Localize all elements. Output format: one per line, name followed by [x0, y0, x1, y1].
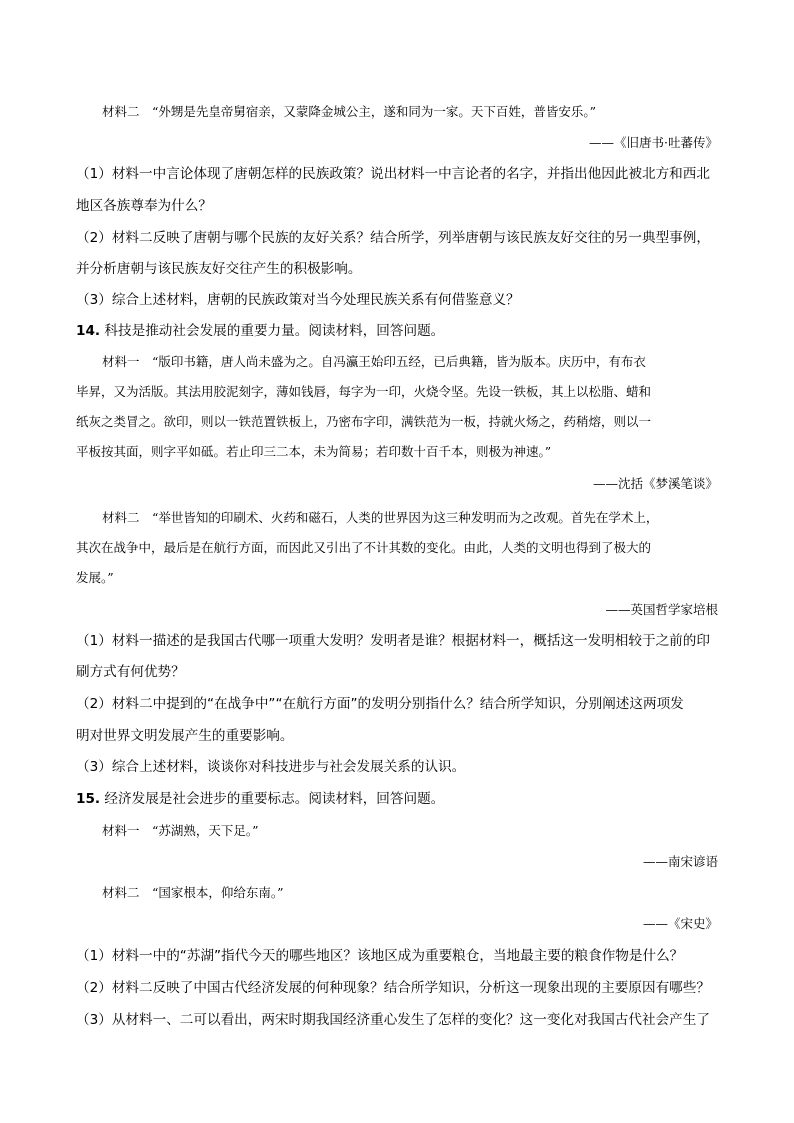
q14-material-two-source: ——英国哲学家培根	[605, 602, 718, 617]
q14-material-one-line-4: 平板按其面，则字平如砥。若止印三二本，未为简易；若印数十百千本，则极为神速。”	[76, 444, 552, 459]
q13-material-two: 材料二 “外甥是先皇帝舅宿亲，又蒙降金城公主，遂和同为一家。天下百姓，普皆安乐。”	[102, 104, 597, 119]
q14-material-one-line-2: 毕昇，又为活版。其法用胶泥刻字，薄如钱唇，每字为一印，火烧令坚。先设一铁板，其上以松脂、蜡和	[76, 384, 652, 399]
q14-subquestion-1-line-1: （1）材料一描述的是我国古代哪一项重大发明？发明者是谁？根据材料一，概括这一发明相较于之前的印	[76, 633, 710, 649]
q14-material-two-line-3: 发展。”	[76, 570, 114, 585]
q15-stem-text: 经济发展是社会进步的重要标志。阅读材料，回答问题。	[104, 791, 445, 807]
q13-subquestion-1-line-2: 地区各族尊奉为什么？	[76, 198, 212, 214]
q15-material-two-source: ——《宋史》	[642, 916, 718, 931]
q15-material-one: 材料一 “苏湖熟，天下足。”	[102, 823, 259, 838]
q15-subquestion-1: （1）材料一中的“苏湖”指代今天的哪些地区？该地区成为重要粮仓，当地最主要的粮食作物是什么？	[76, 948, 684, 964]
q14-subquestion-1-line-2: 刷方式有何优势？	[76, 664, 185, 680]
q13-subquestion-2-line-2: 并分析唐朝与该民族友好交往产生的积极影响。	[76, 261, 362, 277]
q13-material-two-source: ——《旧唐书·吐蕃传》	[589, 135, 718, 150]
q13-subquestion-1-line-1: （1）材料一中言论体现了唐朝怎样的民族政策？说出材料一中言论者的名字，并指出他因此被北方和西北	[76, 166, 710, 182]
q14-stem-text: 科技是推动社会发展的重要力量。阅读材料，回答问题。	[104, 323, 445, 339]
q15-subquestion-3: （3）从材料一、二可以看出，两宋时期我国经济重心发生了怎样的变化？这一变化对我国古代社会产生了	[76, 1012, 710, 1028]
q14-subquestion-3: （3）综合上述材料，谈谈你对科技进步与社会发展关系的认识。	[76, 759, 466, 775]
q13-subquestion-2-line-1: （2）材料二反映了唐朝与哪个民族的友好关系？结合所学，列举唐朝与该民族友好交往的另一典型事例，	[76, 230, 710, 246]
q14-number: 14.	[76, 323, 101, 339]
q15-subquestion-2: （2）材料二反映了中国古代经济发展的何种现象？结合所学知识，分析这一现象出现的主要原因有哪些？	[76, 980, 710, 996]
q15-stem	[76, 789, 444, 809]
q14-stem	[76, 321, 444, 341]
q14-material-one-line-3: 纸灰之类冒之。欲印，则以一铁范置铁板上，乃密布字印，满铁范为一板，持就火炀之，药稍熔，则以一	[76, 414, 652, 429]
q13-subquestion-3: （3）综合上述材料，唐朝的民族政策对当今处理民族关系有何借鉴意义？	[76, 292, 520, 308]
q14-material-two-line-1: 材料二 “举世皆知的印刷术、火药和磁石，人类的世界因为这三种发明而为之改观。首先在学术上，	[102, 510, 659, 525]
q14-material-one-line-1: 材料一 “版印书籍，唐人尚未盛为之。自冯瀛王始印五经，已后典籍，皆为版本。庆历中，有布衣	[102, 354, 646, 369]
q15-number: 15.	[76, 791, 101, 807]
q15-material-one-source: ——南宋谚语	[642, 854, 718, 869]
q14-subquestion-2-line-2: 明对世界文明发展产生的重要影响。	[76, 728, 294, 744]
q14-material-one-source: ——沈括《梦溪笔谈》	[592, 476, 718, 491]
q14-subquestion-2-line-1: （2）材料二中提到的“在战争中”“在航行方面”的发明分别指什么？结合所学知识，分别阐述这两项发	[76, 696, 684, 712]
q14-material-two-line-2: 其次在战争中，最后是在航行方面，而因此又引出了不计其数的变化。由此，人类的文明也得到了极大的	[76, 540, 652, 555]
q15-material-two: 材料二 “国家根本，仰给东南。”	[102, 885, 284, 900]
